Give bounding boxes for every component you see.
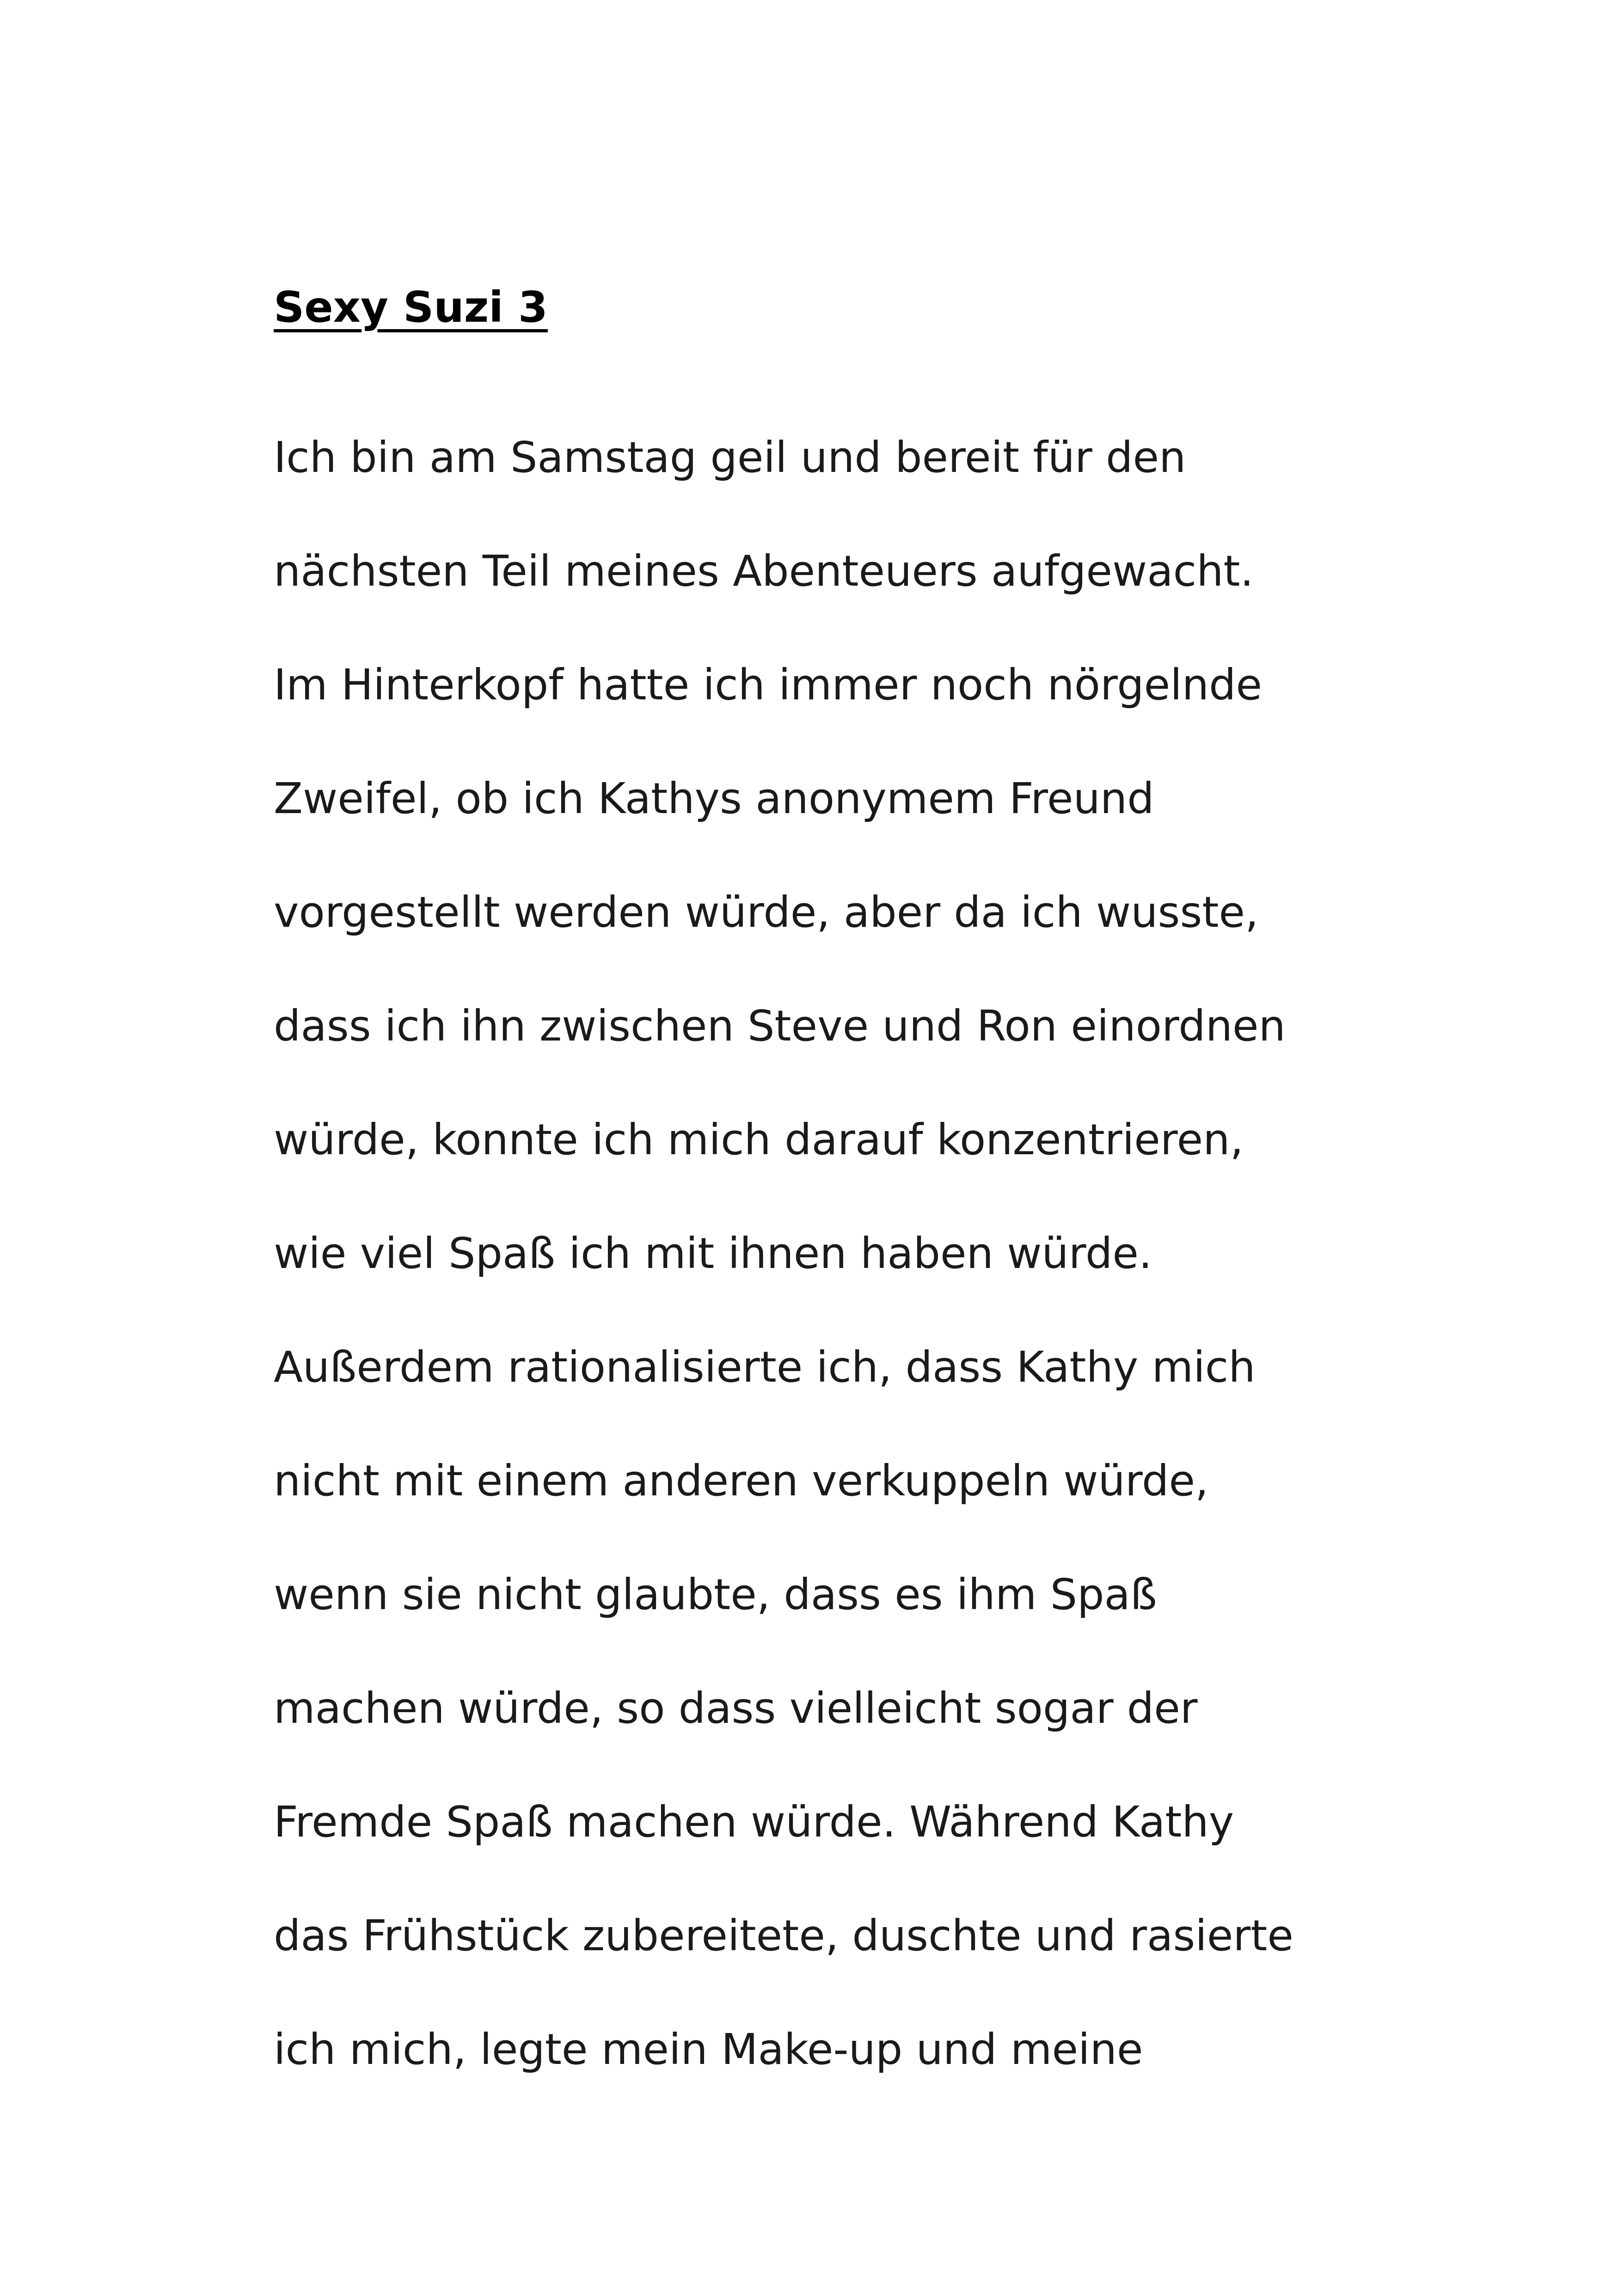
text-line: würde, konnte ich mich darauf konzentrieren, bbox=[274, 1115, 1244, 1164]
document-body bbox=[274, 428, 1383, 2133]
text-line: Ich bin am Samstag geil und bereit für den bbox=[274, 433, 1186, 482]
text-line: nicht mit einem anderen verkuppeln würde, bbox=[274, 1456, 1209, 1506]
text-line: ich mich, legte mein Make-up und meine bbox=[274, 2025, 1143, 2074]
text-line: wie viel Spaß ich mit ihnen haben würde. bbox=[274, 1229, 1152, 1278]
text-line: Im Hinterkopf hatte ich immer noch nörgelnde bbox=[274, 660, 1263, 710]
document-title: Sexy Suzi 3 bbox=[274, 282, 548, 332]
text-line: dass ich ihn zwischen Steve und Ron einordnen bbox=[274, 1001, 1286, 1051]
text-line: nächsten Teil meines Abenteuers aufgewacht. bbox=[274, 546, 1254, 596]
text-line: machen würde, so dass vielleicht sogar der bbox=[274, 1684, 1198, 1733]
text-line: Außerdem rationalisierte ich, dass Kathy mich bbox=[274, 1342, 1256, 1392]
text-line: Fremde Spaß machen würde. Während Kathy bbox=[274, 1797, 1234, 1847]
text-line: wenn sie nicht glaubte, dass es ihm Spaß bbox=[274, 1570, 1157, 1619]
text-line: Zweifel, ob ich Kathys anonymem Freund bbox=[274, 774, 1154, 823]
text-line: das Frühstück zubereitete, duschte und rasierte bbox=[274, 1911, 1293, 1960]
text-line: vorgestellt werden würde, aber da ich wusste, bbox=[274, 888, 1259, 937]
